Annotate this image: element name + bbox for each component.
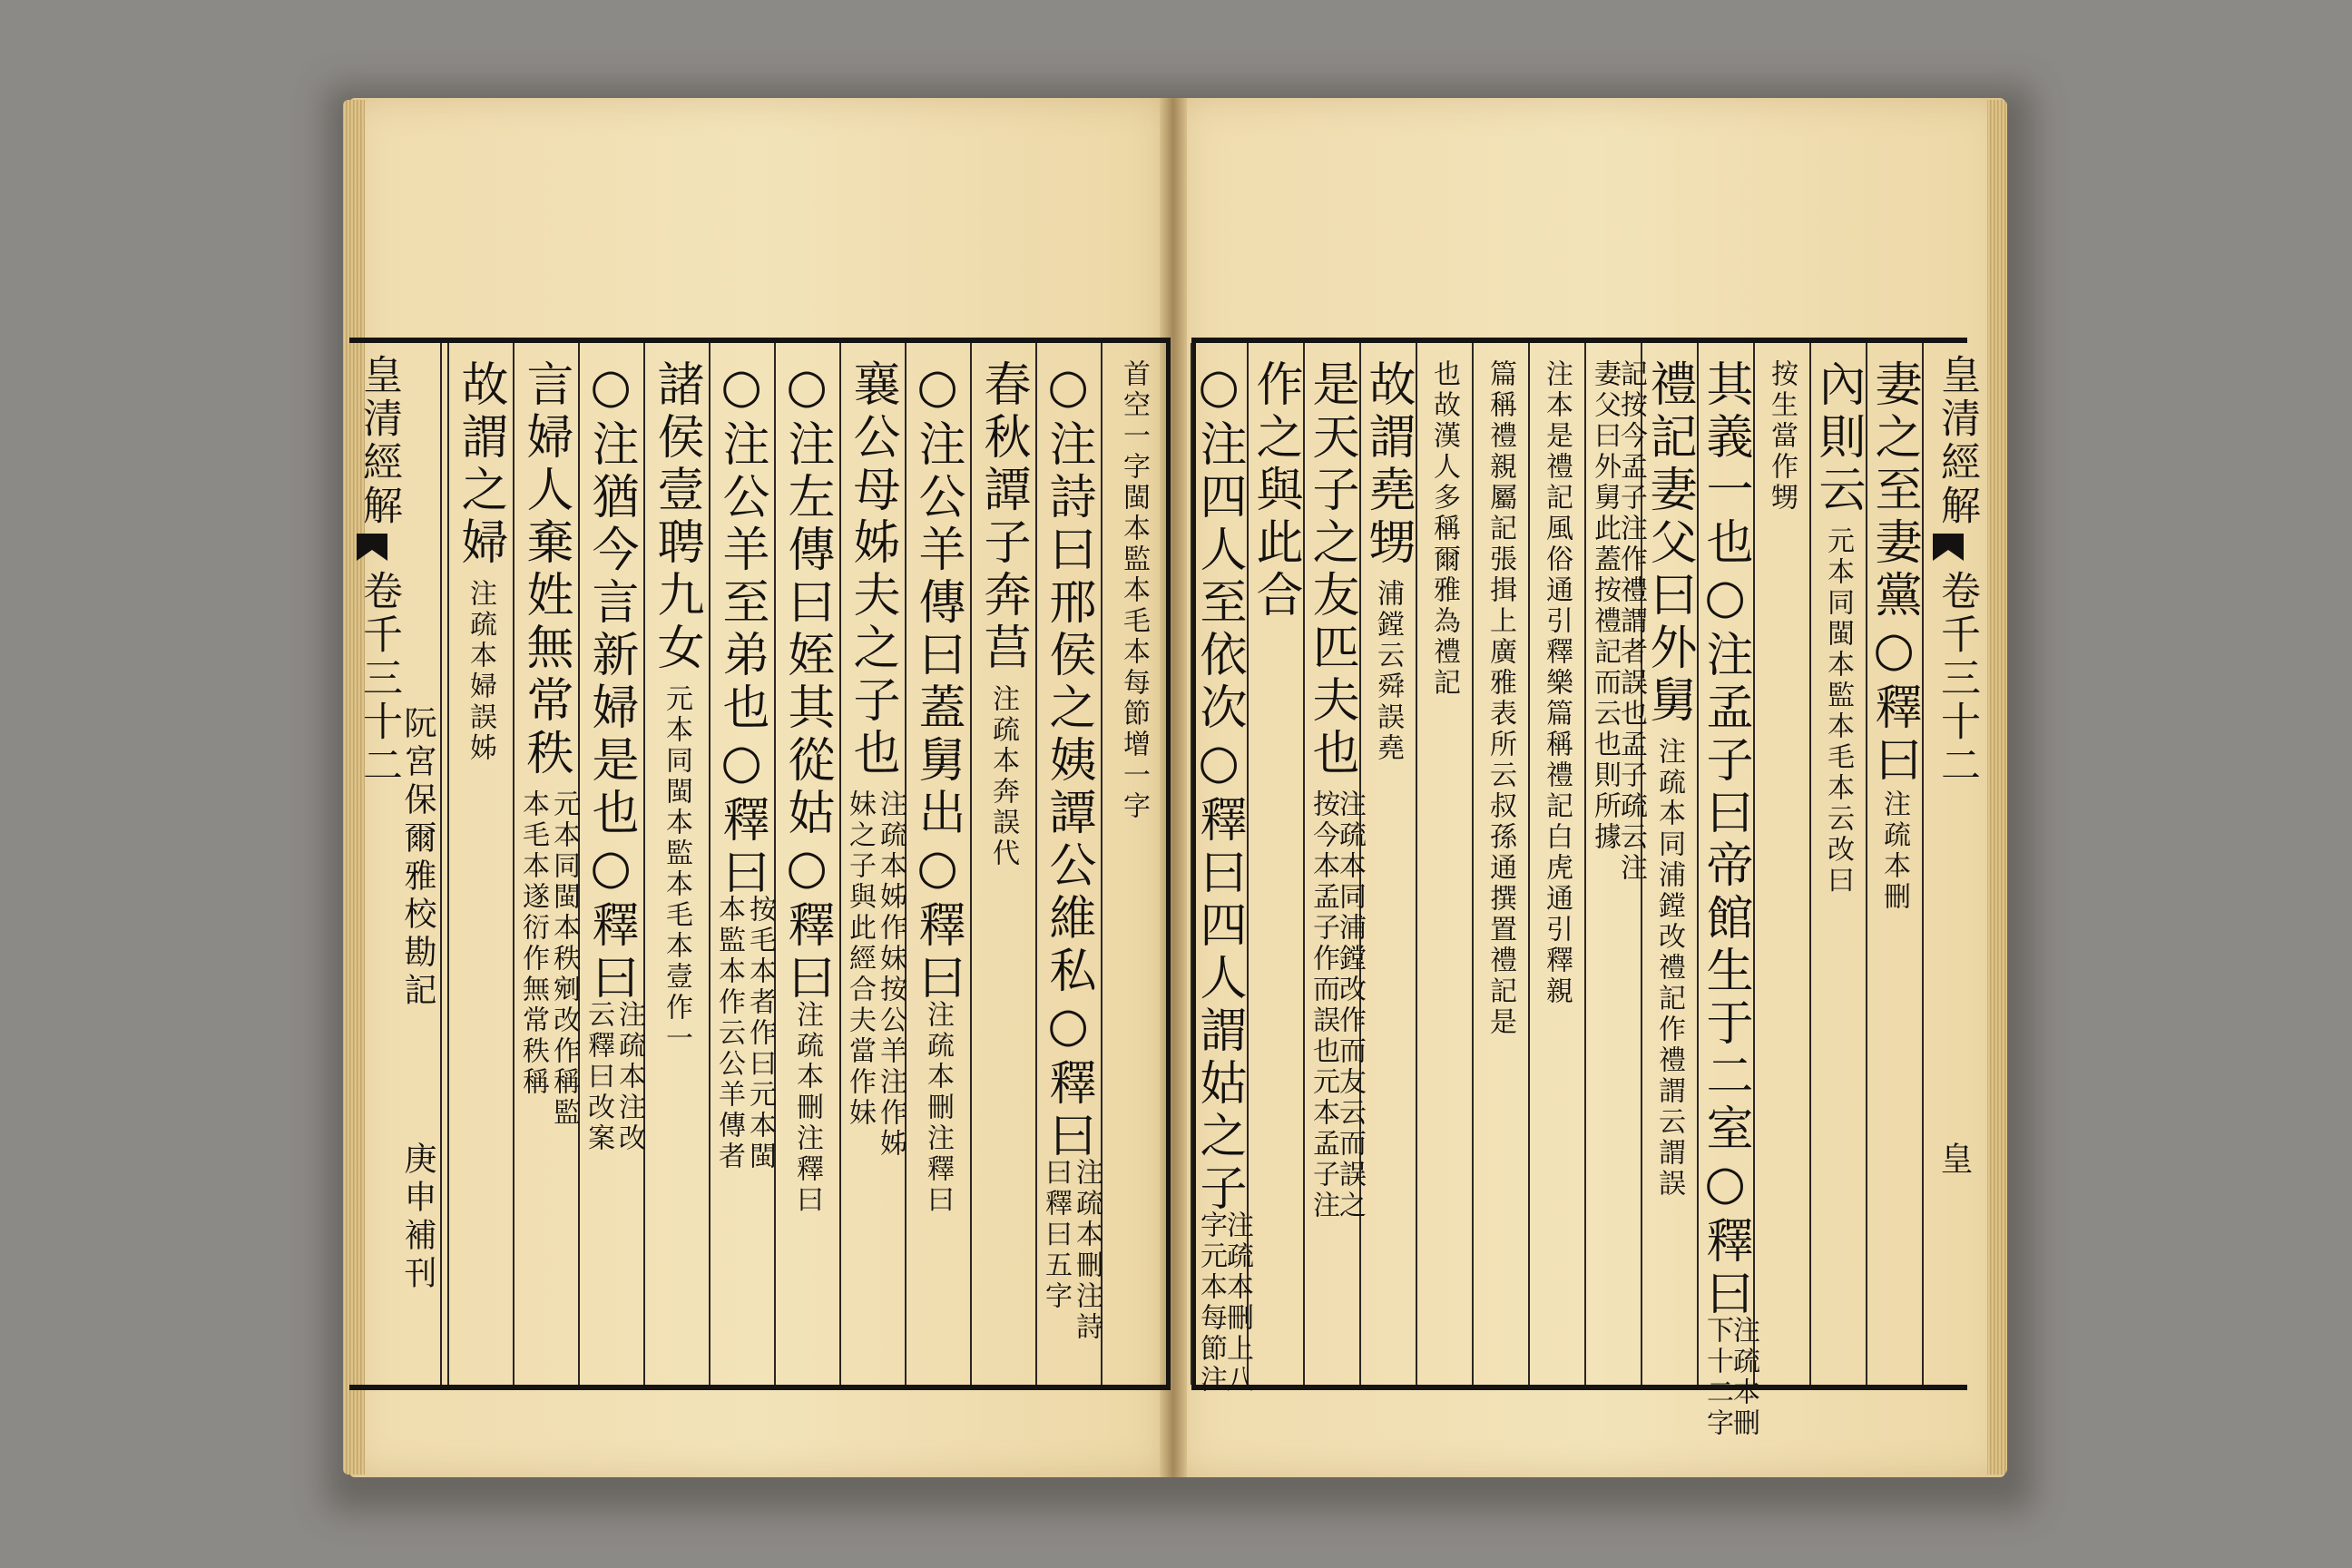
text-column-main: 襄公母姊夫之子也: [845, 359, 899, 780]
note-line: 也故漢人多稱爾雅為禮記: [1428, 359, 1460, 699]
column-rule: [440, 343, 442, 1385]
text-column-main: 禮記妻父曰外舅: [1642, 359, 1696, 728]
text-column-main: ○注公羊傳曰蓋舅出○釋曰: [910, 359, 965, 1005]
note-line: 注疏本姊作妹按公羊注作姊: [875, 789, 906, 1160]
note-line: 注本是禮記風俗通引釋樂篇稱禮記白虎通引釋親: [1541, 359, 1573, 1007]
note-line: 注疏本刪注釋曰: [922, 1000, 954, 1216]
note-line: 曰釋曰五字: [1040, 1158, 1072, 1312]
note-line: 注疏本同浦鏜改作而友云而誤之: [1334, 789, 1366, 1221]
text-column-main: 故謂之婦: [453, 359, 507, 570]
note-line: 本毛本遂衍作無常秩稱: [517, 789, 549, 1098]
column-rule: [513, 343, 514, 1385]
text-column-main: 作之與此合: [1248, 359, 1302, 622]
column-rule: [1753, 343, 1755, 1385]
note-line: 注疏本刪注詩: [1071, 1158, 1102, 1343]
text-column-main: 其義一也○注孟子曰帝館生于二室○釋曰: [1698, 359, 1752, 1321]
column-rule: [1922, 343, 1924, 1385]
column-rule: [1528, 343, 1530, 1385]
note-line: 下十二字: [1701, 1316, 1733, 1439]
note-line: 按毛本者作曰元本閩: [744, 895, 776, 1172]
note-line: 注疏本刪注釋曰: [791, 1000, 823, 1216]
note-line: 按生當作甥: [1766, 359, 1798, 514]
note-line: 注疏本同浦鏜改禮記作禮謂云謂誤: [1653, 737, 1685, 1200]
note-line: 浦鏜云舜誤堯: [1372, 579, 1404, 764]
column-rule: [774, 343, 776, 1385]
column-rule: [709, 343, 710, 1385]
text-column-main: ○注詩曰邢侯之姨譚公維私○釋曰: [1041, 359, 1095, 1163]
note-line: 本監本作云公羊傳者: [713, 895, 745, 1172]
column-rule: [1584, 343, 1586, 1385]
note-line: 注疏本刪上八: [1221, 1210, 1253, 1396]
note-line: 妻父曰外舅此蓋按禮記而云也則所據: [1589, 359, 1621, 853]
text-column-main: 春秋譚子奔莒: [975, 359, 1030, 675]
text-column-main: ○注公羊至弟也○釋曰: [714, 359, 769, 900]
note-line: 注疏本刪: [1878, 789, 1910, 913]
note-line: 注疏本婦誤姊: [465, 579, 496, 764]
left-margin-footer: 庚申補刊: [399, 1142, 436, 1294]
right-margin-title: 皇清經解: [1934, 354, 1980, 528]
note-line: 元本同閩本秩剜改作稱監: [548, 789, 580, 1129]
left-margin-title: 皇清經解: [356, 354, 402, 528]
note-line: 篇稱禮親屬記張揖上廣雅表所云叔孫通撰置禮記是: [1485, 359, 1516, 1038]
note-line: 首空一字閩本監本毛本每節增一字: [1118, 359, 1150, 822]
column-rule: [970, 343, 972, 1385]
column-rule: [447, 343, 449, 1385]
text-column-main: 故謂堯甥: [1360, 359, 1415, 570]
text-column-main: 妻之至妻黨○釋曰: [1867, 359, 1921, 788]
column-rule: [839, 343, 841, 1385]
note-line: 記按今孟子注作禮謂者誤也孟子疏云注: [1615, 359, 1647, 884]
note-line: 元本同閩本監本毛本云改曰: [1822, 526, 1854, 897]
column-rule: [1035, 343, 1037, 1385]
text-column-main: ○注左傳曰姪其從姑○釋曰: [779, 359, 834, 1005]
right-margin-footer: 皇: [1936, 1142, 1973, 1180]
right-margin-volume: 卷千三十二: [1934, 570, 1980, 788]
fish-tail-mark: [357, 534, 387, 561]
note-line: 按今本孟子作而誤也元本孟子注: [1308, 789, 1339, 1221]
note-line: 云釋曰改案: [583, 1000, 614, 1154]
note-line: 元本同閩本監本毛本壹作一: [661, 684, 692, 1054]
column-rule: [1472, 343, 1474, 1385]
text-column-main: 諸侯壹聘九女: [649, 359, 703, 675]
text-column-main: ○注四人至依次○釋曰四人謂姑之子: [1191, 359, 1246, 1216]
right-page-edge: [1987, 100, 2007, 1475]
text-column-main: 內則云: [1810, 359, 1865, 517]
note-line: 注疏本奔誤代: [987, 684, 1019, 869]
fish-tail-mark: [1933, 534, 1964, 561]
note-line: 妹之子與此經合夫當作妹: [844, 789, 876, 1129]
right-text-frame: [1191, 338, 1980, 1439]
left-text-frame: [349, 338, 1171, 1390]
text-column-main: ○注猶今言新婦是也○釋曰: [583, 359, 638, 1005]
left-margin-subtitle: 阮宮保爾雅校勘記: [399, 706, 436, 1011]
note-line: 注疏本刪: [1728, 1316, 1759, 1439]
text-column-main: 是天子之友匹夫也: [1304, 359, 1358, 780]
note-line: 注疏本注改: [613, 1000, 645, 1154]
text-column-main: 言婦人棄姓無常秩: [518, 359, 573, 780]
left-margin-volume: 卷千三十二: [356, 570, 402, 788]
column-rule: [1416, 343, 1417, 1385]
note-line: 字元本每節注: [1195, 1210, 1227, 1396]
column-rule: [643, 343, 645, 1385]
